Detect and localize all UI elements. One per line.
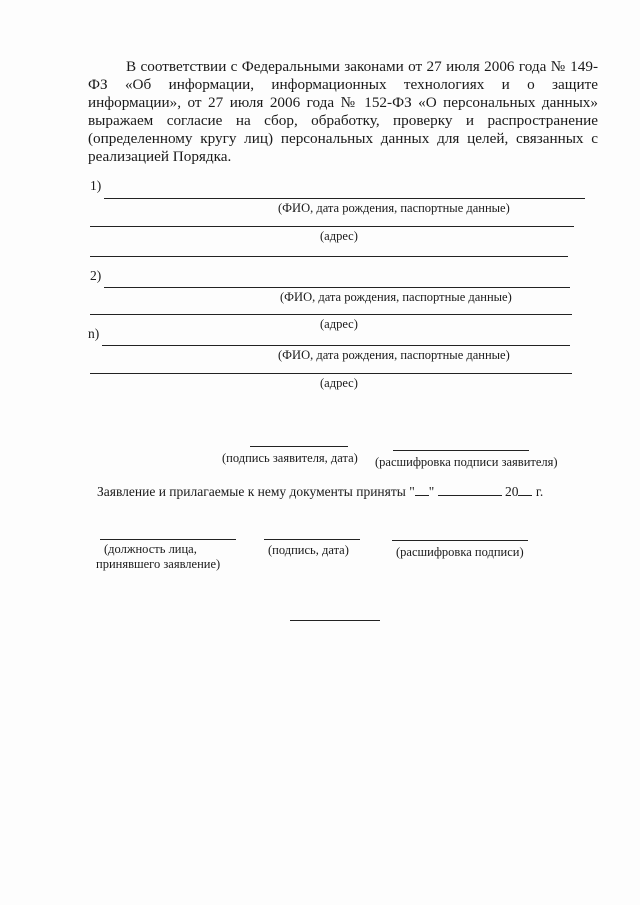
applicant-decoding-line[interactable]: [393, 450, 529, 451]
person-1-number: 1): [90, 178, 102, 193]
person-1-fio-line-2[interactable]: [90, 226, 574, 227]
person-1-address-line[interactable]: [90, 256, 568, 257]
person-n-number: n): [88, 326, 100, 341]
person-2-fio-line[interactable]: [104, 287, 570, 288]
receiver-decoding-caption: (расшифровка подписи): [396, 545, 524, 559]
person-n-fio-line[interactable]: [102, 345, 570, 346]
consent-paragraph: В соответствии с Федеральными законами от 27 июля 2006 года № 149-ФЗ «Об информации, информационных технологиях и о защите информации», от 27 июля 2006 года № 152-ФЗ «О персональных данных» выражаем согласие на сбор, обработку, проверку и распространение (определенному кругу лиц) персональных данных для целей, связанных с реализацией Порядка.: [88, 58, 598, 165]
person-n-fio-caption: (ФИО, дата рождения, паспортные данные): [278, 348, 510, 362]
receiver-position-caption-1: (должность лица,: [104, 542, 197, 556]
person-2-address-caption: (адрес): [320, 317, 358, 331]
receiver-decoding-line[interactable]: [392, 540, 528, 541]
person-n-address-line[interactable]: [90, 373, 572, 374]
accepted-statement: [97, 483, 543, 500]
receiver-signature-line[interactable]: [264, 539, 360, 540]
person-1-address-caption: (адрес): [320, 229, 358, 243]
accepted-day-blank[interactable]: [415, 483, 429, 496]
person-2-address-line[interactable]: [90, 314, 572, 315]
person-2-number: 2): [90, 268, 102, 283]
accepted-year-prefix: 20: [504, 484, 519, 499]
person-1-fio-caption: (ФИО, дата рождения, паспортные данные): [278, 201, 510, 215]
accepted-text-start: Заявление и прилагаемые к нему документы приняты ": [97, 484, 415, 499]
applicant-signature-caption: (подпись заявителя, дата): [222, 451, 358, 465]
person-n-address-caption: (адрес): [320, 376, 358, 390]
applicant-signature-line[interactable]: [250, 446, 348, 447]
person-1-fio-line[interactable]: [104, 198, 585, 199]
accepted-text-mid: ": [428, 484, 435, 499]
accepted-month-blank[interactable]: [438, 483, 502, 496]
receiver-position-line[interactable]: [100, 539, 236, 540]
person-2-fio-caption: (ФИО, дата рождения, паспортные данные): [280, 290, 512, 304]
accepted-year-blank[interactable]: [518, 483, 532, 496]
receiver-signature-caption: (подпись, дата): [268, 543, 349, 557]
receiver-position-caption-2: принявшего заявление): [96, 557, 221, 571]
applicant-decoding-caption: (расшифровка подписи заявителя): [375, 455, 558, 469]
accepted-text-end: г.: [535, 484, 544, 499]
closing-divider: [290, 620, 380, 621]
